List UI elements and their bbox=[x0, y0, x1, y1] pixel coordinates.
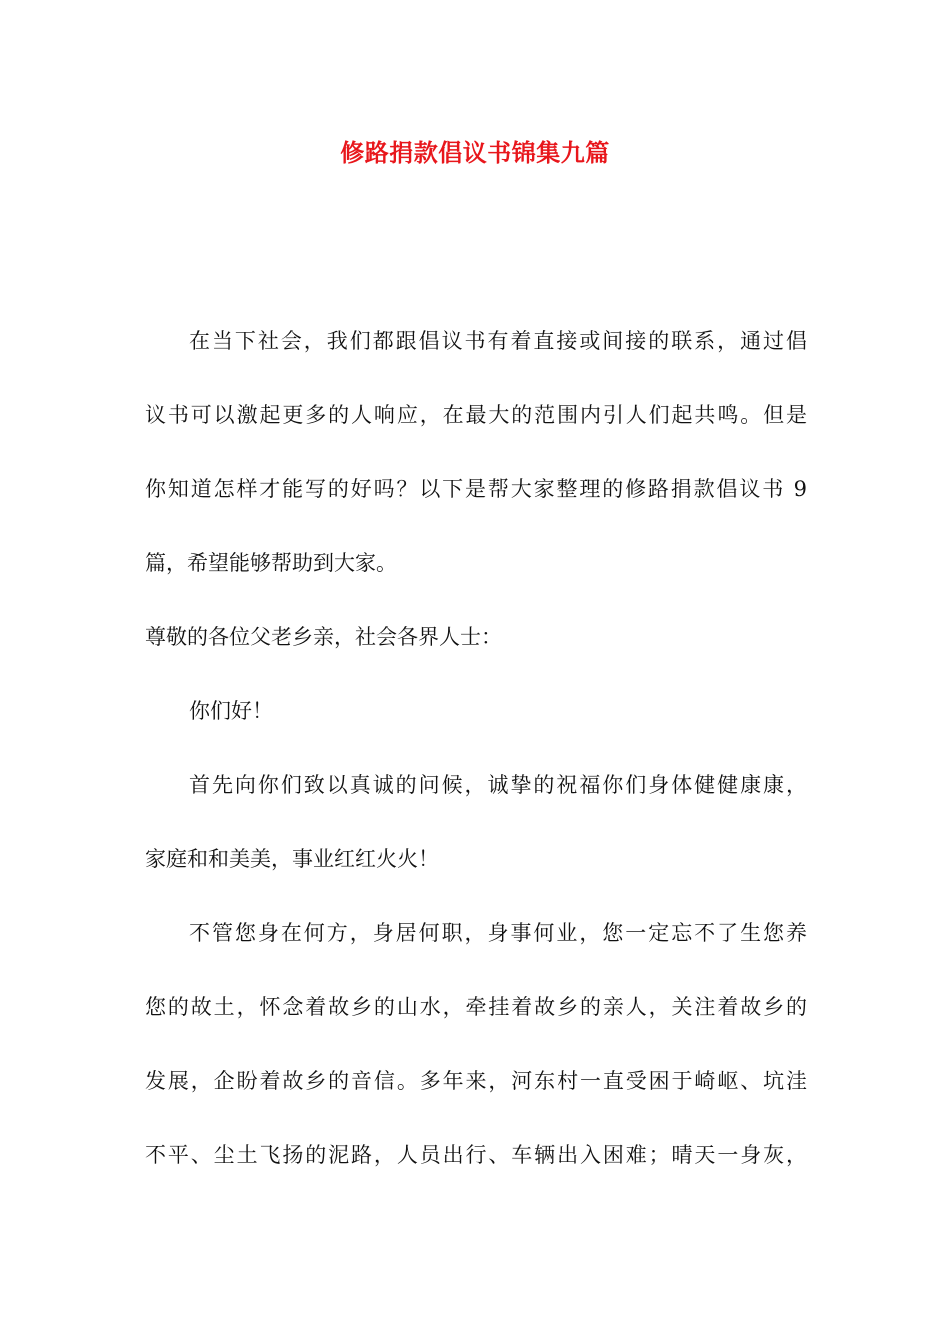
text-line: 在当下社会，我们都跟倡议书有着直接或间接的联系，通过倡 bbox=[189, 329, 807, 353]
text-line: 篇，希望能够帮助到大家。 bbox=[145, 551, 397, 575]
salutation: 尊敬的各位父老乡亲，社会各界人士： bbox=[145, 625, 502, 649]
text-line: 不平、尘土飞扬的泥路，人员出行、车辆出入困难；晴天一身灰， bbox=[145, 1143, 807, 1167]
text-line: 不管您身在何方，身居何职，身事何业，您一定忘不了生您养 bbox=[189, 921, 807, 945]
text-line: 家庭和和美美，事业红红火火！ bbox=[145, 847, 439, 871]
text-line: 首先向你们致以真诚的问候，诚挚的祝福你们身体健健康康， bbox=[189, 773, 807, 797]
text-line: 你知道怎样才能写的好吗？以下是帮大家整理的修路捐款倡议书 9 bbox=[145, 477, 807, 501]
document-title: 修路捐款倡议书锦集九篇 bbox=[340, 139, 610, 167]
text-line: 发展，企盼着故乡的音信。多年来，河东村一直受困于崎岖、坑洼 bbox=[145, 1069, 807, 1093]
text-line: 议书可以激起更多的人响应，在最大的范围内引人们起共鸣。但是 bbox=[145, 403, 807, 427]
text-line: 您的故土，怀念着故乡的山水，牵挂着故乡的亲人，关注着故乡的 bbox=[145, 995, 807, 1019]
greeting: 你们好！ bbox=[189, 699, 273, 723]
